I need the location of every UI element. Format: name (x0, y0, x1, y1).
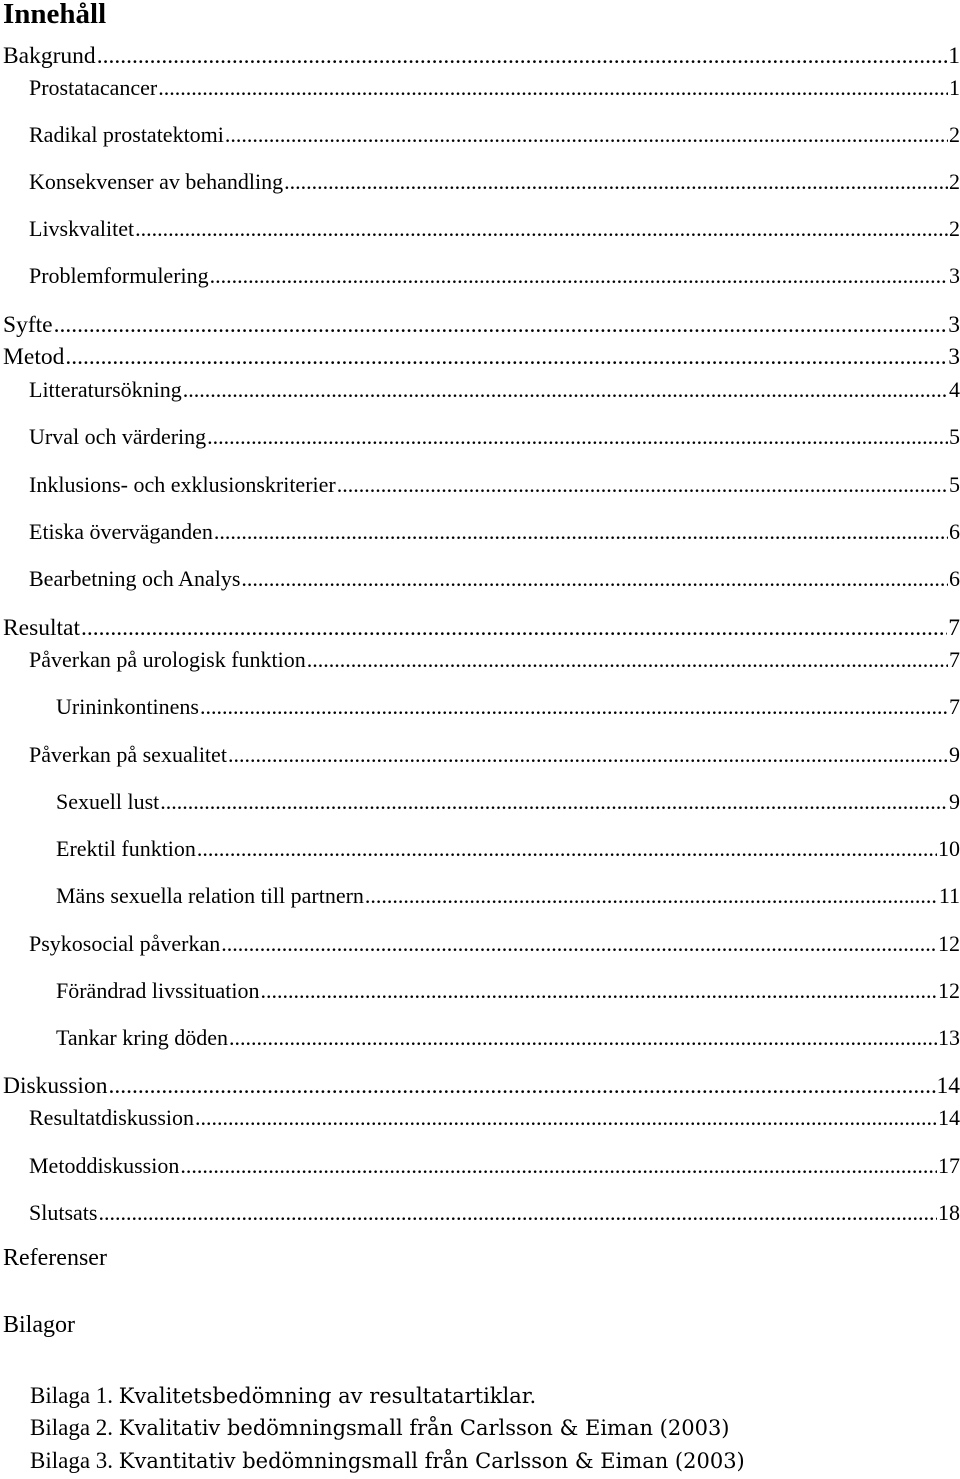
toc-entry-label: Sexuell lust (56, 789, 160, 814)
toc-entry-psykosocial[interactable] (29, 927, 960, 961)
appendix-description: Kvalitativ bedömningsmall från Carlsson & Eiman (2003) (118, 1416, 730, 1440)
appendix-number: Bilaga 2. (30, 1415, 114, 1440)
toc-dot-leader (108, 1069, 935, 1103)
toc-entry-label: Mäns sexuella relation till partnern (56, 883, 364, 908)
toc-entry-label: Resultat (3, 615, 81, 641)
toc-page-number: 6 (949, 519, 960, 544)
toc-entry-slutsats[interactable] (29, 1196, 960, 1230)
toc-dot-leader (180, 1149, 937, 1183)
toc-dot-leader (229, 1021, 937, 1055)
toc-page-number: 2 (949, 169, 960, 194)
toc-page-number: 2 (949, 216, 960, 241)
toc-dot-leader (214, 515, 948, 549)
toc-dot-leader (160, 785, 948, 819)
toc-entry-label: Påverkan på urologisk funktion (29, 647, 306, 672)
toc-entry-metoddiskussion[interactable] (29, 1149, 960, 1183)
toc-entry-label: Problemformulering (29, 263, 209, 288)
toc-entry-relation[interactable] (56, 879, 960, 913)
toc-entry-label: Konsekvenser av behandling (29, 169, 284, 194)
toc-entry-urininkontinens[interactable] (56, 690, 960, 724)
toc-entry-sexuell-lust[interactable] (56, 785, 960, 819)
toc-entry-label: Inklusions- och exklusionskriterier (29, 472, 336, 497)
toc-entry-livssituation[interactable] (56, 974, 960, 1008)
appendix-number: Bilaga 1. (30, 1383, 114, 1408)
toc-entry-livskvalitet[interactable] (29, 212, 960, 246)
toc-entry-syfte[interactable] (3, 308, 960, 342)
toc-page-number: 5 (949, 472, 960, 497)
toc-dot-leader (158, 71, 948, 105)
toc-dot-leader (197, 832, 937, 866)
appendix-description: Kvantitativ bedömningsmall från Carlsson & Eiman (2003) (118, 1449, 745, 1473)
toc-entry-label: Påverkan på sexualitet (29, 742, 227, 767)
toc-entry-label: Etiska överväganden (29, 519, 213, 544)
toc-entry-label: Slutsats (29, 1200, 98, 1225)
toc-page-number: 12 (938, 931, 960, 956)
toc-page-number: 4 (949, 377, 960, 402)
toc-dot-leader (225, 118, 948, 152)
toc-dot-leader (81, 611, 947, 645)
toc-dot-leader (307, 643, 948, 677)
toc-entry-label: Diskussion (3, 1073, 108, 1099)
toc-dot-leader (365, 879, 938, 913)
toc-page-number: 9 (949, 789, 960, 814)
toc-entry-sexualitet[interactable] (29, 738, 960, 772)
toc-entry-label: Bearbetning och Analys (29, 566, 241, 591)
toc-page-number: 10 (938, 836, 960, 861)
toc-page-number: 17 (938, 1153, 960, 1178)
toc-entry-label: Prostatacancer (29, 75, 158, 100)
toc-dot-leader (135, 212, 948, 246)
toc-dot-leader (221, 927, 937, 961)
toc-entry-metod[interactable] (3, 340, 960, 374)
toc-dot-leader (54, 308, 948, 342)
toc-entry-bearbetning[interactable] (29, 562, 960, 596)
toc-dot-leader (200, 690, 948, 724)
toc-page-number: 11 (938, 883, 960, 908)
toc-dot-leader (337, 468, 948, 502)
toc-entry-doden[interactable] (56, 1021, 960, 1055)
toc-entry-urval[interactable] (29, 420, 960, 454)
toc-entry-radikal-prostatektomi[interactable] (29, 118, 960, 152)
toc-page-number: 14 (938, 1105, 960, 1130)
toc-page-number: 3 (949, 263, 960, 288)
toc-entry-resultatdiskussion[interactable] (29, 1101, 960, 1135)
appendix-item (30, 1413, 730, 1443)
toc-entry-label: Psykosocial påverkan (29, 931, 221, 956)
toc-entry-prostatacancer[interactable] (29, 71, 960, 105)
toc-dot-leader (183, 373, 948, 407)
toc-dot-leader (65, 340, 947, 374)
toc-dot-leader (98, 1196, 937, 1230)
toc-page-number: 3 (948, 344, 960, 370)
toc-page-number: 3 (948, 312, 960, 338)
toc-dot-leader (97, 39, 948, 73)
toc-entry-label: Resultatdiskussion (29, 1105, 195, 1130)
toc-entry-label: Bakgrund (3, 43, 96, 69)
toc-dot-leader (228, 738, 948, 772)
toc-entry-label: Erektil funktion (56, 836, 196, 861)
toc-entry-etiska[interactable] (29, 515, 960, 549)
toc-entry-problemformulering[interactable] (29, 259, 960, 293)
toc-page-number: 12 (938, 978, 960, 1003)
toc-page-number: 9 (949, 742, 960, 767)
toc-dot-leader (210, 259, 948, 293)
toc-entry-label: Tankar kring döden (56, 1025, 228, 1050)
page-title: Innehåll (3, 0, 107, 30)
appendix-description: Kvalitetsbedömning av resultatartiklar. (118, 1384, 537, 1408)
toc-entry-diskussion[interactable] (3, 1069, 960, 1103)
appendix-item (30, 1381, 536, 1411)
references-heading: Referenser (3, 1245, 107, 1271)
toc-entry-label: Förändrad livssituation (56, 978, 260, 1003)
toc-entry-label: Syfte (3, 312, 53, 338)
toc-dot-leader (207, 420, 948, 454)
toc-entry-label: Urininkontinens (56, 694, 199, 719)
toc-entry-urologisk[interactable] (29, 643, 960, 677)
toc-entry-erektil[interactable] (56, 832, 960, 866)
toc-page-number: 7 (949, 694, 960, 719)
toc-page-number: 1 (948, 43, 960, 69)
toc-page-number: 5 (949, 424, 960, 449)
toc-dot-leader (195, 1101, 937, 1135)
toc-entry-inklusion[interactable] (29, 468, 960, 502)
toc-page-number: 7 (949, 647, 960, 672)
toc-dot-leader (260, 974, 937, 1008)
toc-page-number: 13 (938, 1025, 960, 1050)
toc-page-number: 2 (949, 122, 960, 147)
toc-page-number: 6 (949, 566, 960, 591)
appendix-item (30, 1446, 745, 1476)
toc-entry-label: Litteratursökning (29, 377, 182, 402)
toc-entry-label: Radikal prostatektomi (29, 122, 224, 147)
appendix-number: Bilaga 3. (30, 1448, 114, 1473)
toc-dot-leader (241, 562, 948, 596)
appendices-heading: Bilagor (3, 1312, 75, 1338)
toc-entry-litteratursokning[interactable] (29, 373, 960, 407)
toc-entry-resultat[interactable] (3, 611, 960, 645)
toc-entry-konsekvenser[interactable] (29, 165, 960, 199)
toc-entry-label: Metod (3, 344, 65, 370)
toc-entry-label: Metoddiskussion (29, 1153, 180, 1178)
toc-page-number: 1 (949, 75, 960, 100)
toc-entry-label: Livskvalitet (29, 216, 135, 241)
toc-dot-leader (284, 165, 948, 199)
toc-entry-bakgrund[interactable] (3, 39, 960, 73)
toc-page-number: 14 (936, 1073, 960, 1099)
toc-page-number: 18 (938, 1200, 960, 1225)
toc-entry-label: Urval och värdering (29, 424, 207, 449)
toc-page-number: 7 (948, 615, 960, 641)
